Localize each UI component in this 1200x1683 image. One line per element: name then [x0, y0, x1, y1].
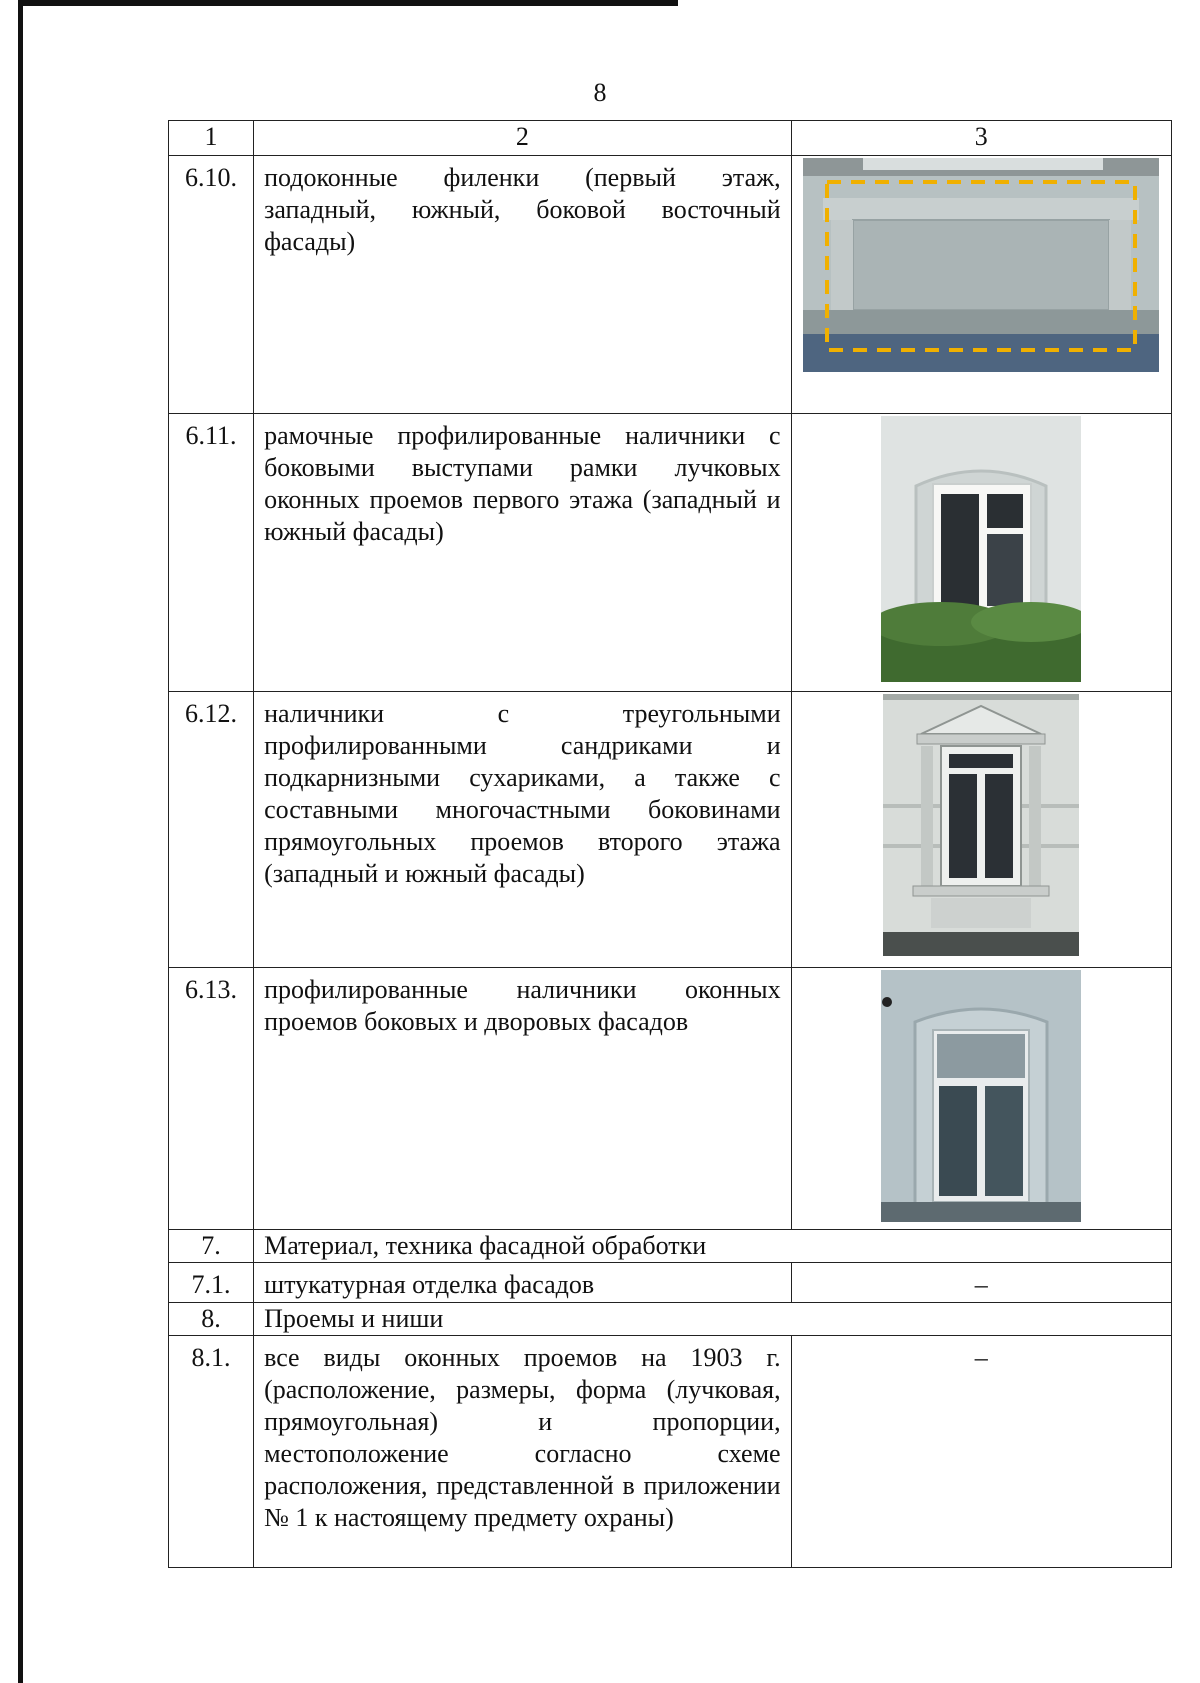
- row-description: профилированные наличники оконных проемов боковых и дворовых фасадов: [254, 968, 792, 1230]
- section-title: Материал, техника фасадной обработки: [254, 1230, 1172, 1263]
- sill-panel-photo-icon: [803, 158, 1159, 372]
- side-window-photo-icon: [881, 970, 1081, 1222]
- section-title: Проемы и ниши: [254, 1303, 1172, 1336]
- row-description: подоконные филенки (первый этаж, западный, южный, боковой восточный фасады): [254, 156, 792, 414]
- scan-border-left: [18, 0, 23, 1683]
- row-description: наличники с треугольными профилированными сандриками и подкарнизными сухариками, а также с составными многочастными боковинами прямоугольных проемов второго этажа (западный и южный фасады): [254, 692, 792, 968]
- column-header-2: 2: [254, 121, 792, 156]
- table-row: [169, 1263, 1172, 1303]
- row-number: 6.12.: [169, 692, 254, 968]
- column-header-1: 1: [169, 121, 254, 156]
- section-number: 7.: [169, 1230, 254, 1263]
- section-row: [169, 1230, 1172, 1263]
- row-value: –: [791, 1336, 1171, 1568]
- row-value: –: [791, 1263, 1171, 1303]
- row-description: штукатурная отделка фасадов: [254, 1263, 792, 1303]
- table-row: [169, 1336, 1172, 1568]
- table-row: [169, 156, 1172, 414]
- row-image-cell: [791, 692, 1171, 968]
- arched-window-photo-icon: [881, 416, 1081, 682]
- row-number: 6.10.: [169, 156, 254, 414]
- row-description: все виды оконных проемов на 1903 г. (расположение, размеры, форма (лучковая, прямоугольная) и пропорции, местоположение согласно схеме расположения, представленной в приложении № 1 к настоящему предмету охраны): [254, 1336, 792, 1568]
- section-row: [169, 1303, 1172, 1336]
- page-number: 8: [593, 78, 607, 107]
- row-image-cell: [791, 968, 1171, 1230]
- column-header-3: 3: [791, 121, 1171, 156]
- row-number: 7.1.: [169, 1263, 254, 1303]
- row-number: 6.11.: [169, 414, 254, 692]
- scan-border-top: [18, 0, 678, 6]
- table-row: [169, 968, 1172, 1230]
- table-row: [169, 414, 1172, 692]
- row-number: 6.13.: [169, 968, 254, 1230]
- row-description: рамочные профилированные наличники с боковыми выступами рамки лучковых оконных проемов первого этажа (западный и южный фасады): [254, 414, 792, 692]
- row-image-cell: [791, 156, 1171, 414]
- row-image-cell: [791, 414, 1171, 692]
- table-row: [169, 692, 1172, 968]
- row-number: 8.1.: [169, 1336, 254, 1568]
- section-number: 8.: [169, 1303, 254, 1336]
- protection-subject-table: [168, 120, 1172, 1568]
- table-header-row: [169, 121, 1172, 156]
- pediment-window-photo-icon: [883, 694, 1079, 956]
